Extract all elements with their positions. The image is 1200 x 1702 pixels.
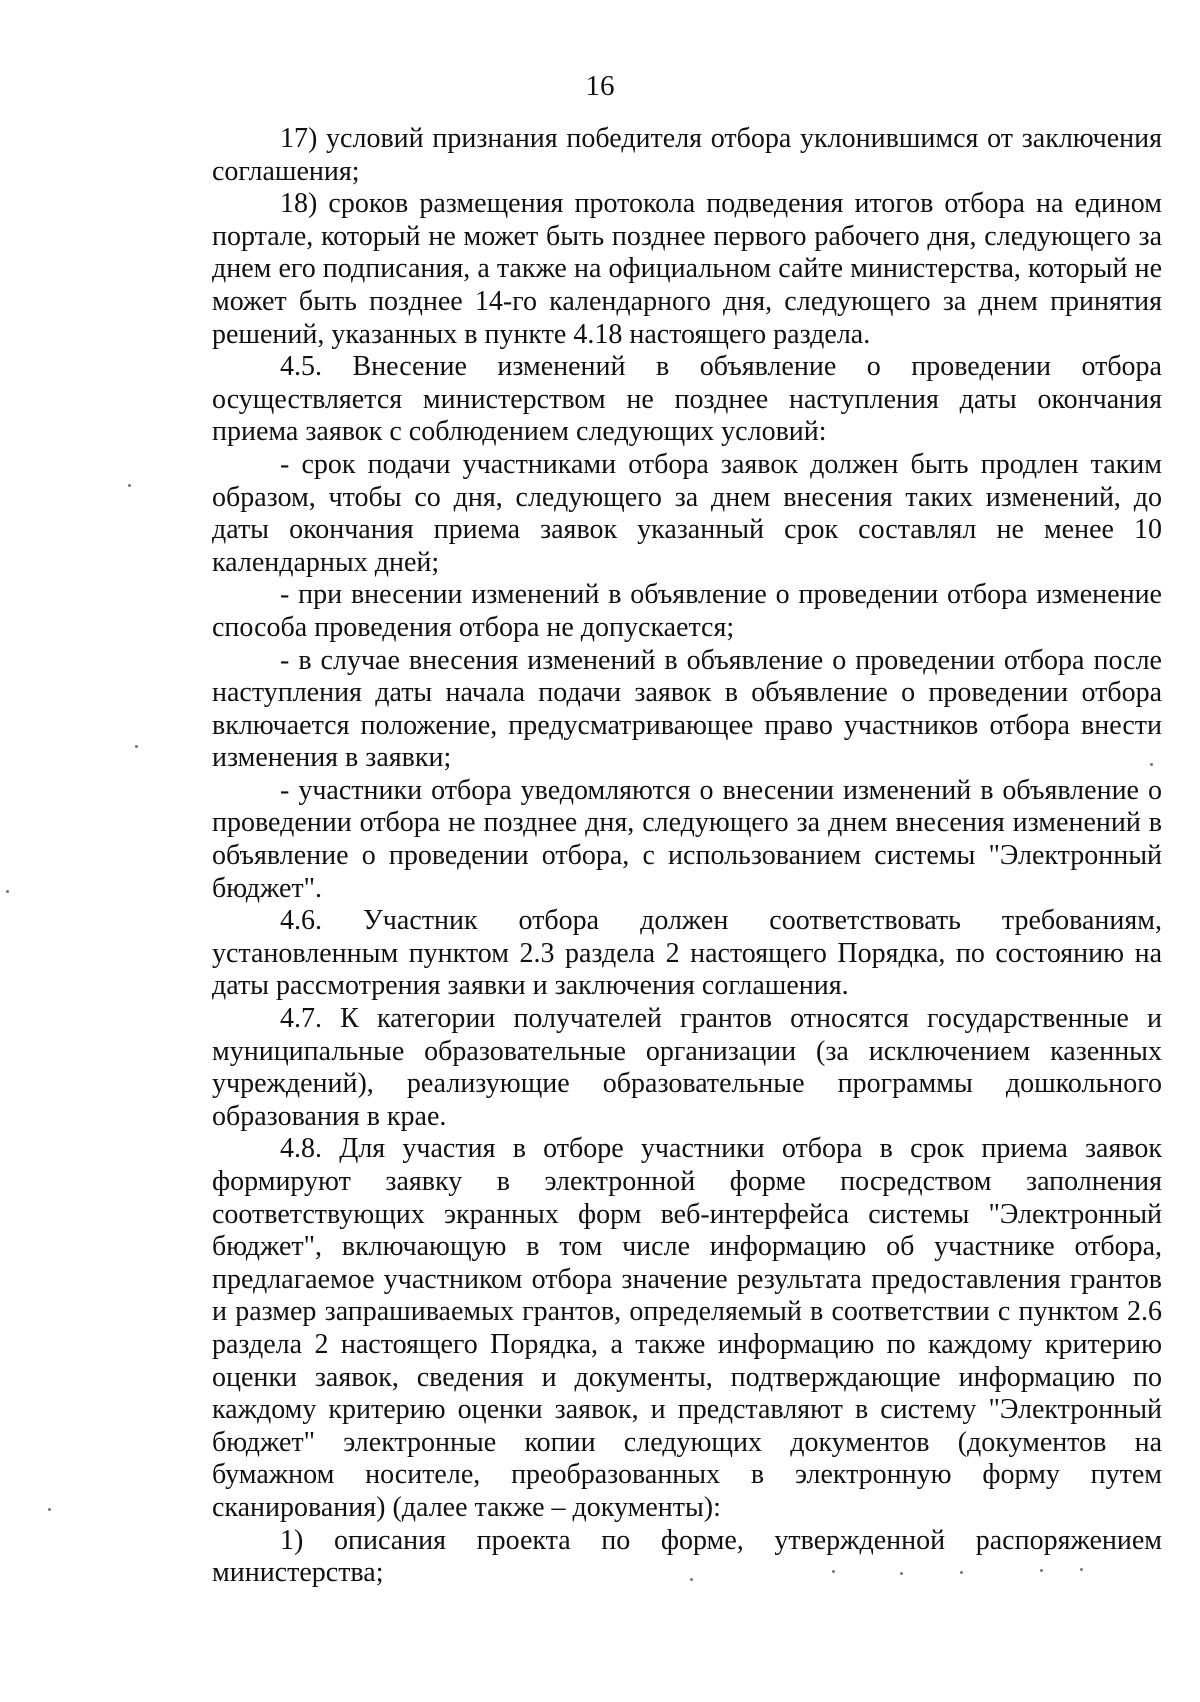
page-number: 16: [585, 70, 615, 102]
scan-speck: [900, 1572, 903, 1575]
scan-speck: [128, 484, 131, 487]
paragraph-condition-method: - при внесении изменений в объявление о проведении отбора изменение способа проведения отбора не допускается;: [212, 579, 1162, 643]
scan-speck: [1150, 763, 1153, 766]
scan-speck: [832, 1570, 835, 1573]
scan-speck: [690, 1578, 693, 1581]
paragraph-4-5: 4.5. Внесение изменений в объявление о проведении отбора осуществляется министерством не позднее наступления даты окончания приема заявок с соблюдением следующих условий:: [212, 351, 1162, 448]
paragraph-condition-notify: - участники отбора уведомляются о внесении изменений в объявление о проведении отбора не позднее дня, следующего за днем внесения изменений в объявление о проведении отбора, с использованием системы "Электронный бюджет".: [212, 774, 1162, 904]
document-body: [212, 123, 1162, 1590]
paragraph-item-17: 17) условий признания победителя отбора уклонившимся от заключения соглашения;: [212, 123, 1162, 187]
paragraph-4-8: 4.8. Для участия в отборе участники отбора в срок приема заявок формируют заявку в электронной форме посредством заполнения соответствующих экранных форм веб-интерфейса системы "Электронный бюджет", включающую в том числе информацию об участнике отбора, предлагаемое участником отбора значение результата предоставления грантов и размер запрашиваемых грантов, определяемый в соответствии с пунктом 2.6 раздела 2 настоящего Порядка, а также информацию по каждому критерию оценки заявок, сведения и документы, подтверждающие информацию по каждому критерию оценки заявок, и представляют в систему "Электронный бюджет" электронные копии следующих документов (документов на бумажном носителе, преобразованных в электронную форму путем сканирования) (далее также – документы):: [212, 1133, 1162, 1523]
scan-speck: [1040, 1569, 1043, 1572]
paragraph-item-18: 18) сроков размещения протокола подведения итогов отбора на едином портале, который не может быть позднее первого рабочего дня, следующего за днем его подписания, а также на официальном сайте министерства, который не может быть позднее 14-го календарного дня, следующего за днем принятия решений, указанных в пункте 4.18 настоящего раздела.: [212, 188, 1162, 350]
scan-speck: [1080, 1568, 1083, 1571]
paragraph-list-item-1: 1) описания проекта по форме, утвержденной распоряжением министерства;: [212, 1524, 1162, 1589]
paragraph-condition-deadline: - срок подачи участниками отбора заявок должен быть продлен таким образом, чтобы со дня, следующего за днем внесения таких изменений, до даты окончания приема заявок указанный срок составлял не менее 10 календарных дней;: [212, 448, 1162, 578]
scan-speck: [48, 1508, 51, 1511]
scan-speck: [960, 1571, 963, 1574]
paragraph-4-7: 4.7. К категории получателей грантов относятся государственные и муниципальные образовательные организации (за исключением казенных учреждений), реализующие образовательные программы дошкольного образования в крае.: [212, 1003, 1162, 1132]
paragraph-4-6: 4.6. Участник отбора должен соответствовать требованиям, установленным пунктом 2.3 раздела 2 настоящего Порядка, по состоянию на даты рассмотрения заявки и заключения соглашения.: [212, 905, 1162, 1002]
scan-speck: [135, 745, 138, 748]
paragraph-condition-amend: - в случае внесения изменений в объявление о проведении отбора после наступления даты начала подачи заявок в объявление о проведении отбора включается положение, предусматривающее право участников отбора внести изменения в заявки;: [212, 644, 1162, 774]
scan-speck: [6, 890, 9, 893]
